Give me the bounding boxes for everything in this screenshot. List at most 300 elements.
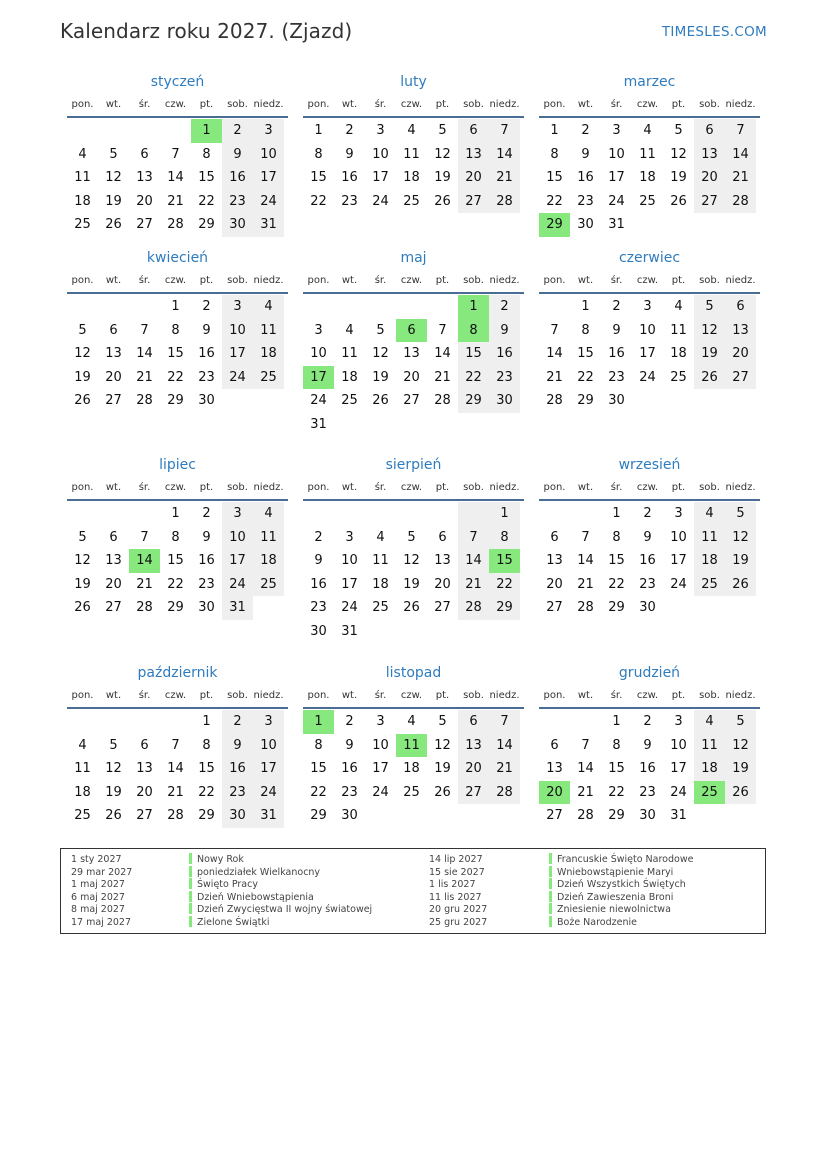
day-cell: 16 — [577, 170, 594, 185]
day-cell: 19 — [670, 170, 687, 185]
month-calendar — [303, 663, 524, 853]
day-cell: 21 — [725, 166, 756, 190]
day-cell: 16 — [639, 761, 656, 776]
weekday-label: śr. — [610, 275, 623, 286]
day-cell: 16 — [222, 757, 253, 781]
day-cell: 6 — [725, 295, 756, 319]
month-name: marzec — [623, 74, 676, 90]
day-cell: 8 — [314, 146, 323, 162]
weekday-label: pt. — [199, 482, 214, 493]
day-cell: 3 — [253, 710, 284, 734]
day-cell: 5 — [694, 295, 725, 319]
day-cell: 20 — [434, 576, 451, 592]
empty-cell — [98, 295, 129, 319]
day-cell: 20 — [105, 576, 122, 592]
day-cell: 11 — [253, 319, 284, 343]
holiday-date: 6 maj 2027 — [71, 891, 125, 903]
day-cell: 22 — [310, 784, 327, 800]
day-cell: 10 — [341, 553, 358, 568]
empty-cell — [396, 620, 427, 644]
empty-cell — [365, 502, 396, 526]
holiday-date: 29 mar 2027 — [71, 866, 133, 878]
day-cell: 5 — [78, 529, 87, 545]
day-cell: 22 — [310, 193, 327, 209]
day-cell: 15 — [198, 170, 215, 185]
weekday-label: niedz. — [253, 690, 284, 701]
day-cell: 29 — [310, 808, 327, 823]
day-cell: 16 — [222, 166, 253, 190]
empty-cell — [489, 413, 520, 437]
month-calendar — [539, 455, 760, 663]
day-cell: 7 — [171, 737, 180, 753]
day-cell: 30 — [608, 393, 625, 408]
weekday-label: sob. — [227, 690, 248, 701]
day-cell: 6 — [140, 146, 149, 162]
day-cell: 23 — [310, 600, 327, 615]
day-cell: 14 — [546, 346, 563, 361]
day-cell: 29 — [608, 808, 625, 823]
day-grid — [539, 709, 760, 828]
weekday-label: sob. — [463, 690, 484, 701]
weekday-label: pt. — [671, 275, 686, 286]
day-cell: 20 — [136, 193, 153, 209]
day-cell: 3 — [345, 529, 354, 545]
day-cell: 27 — [458, 781, 489, 805]
day-cell: 21 — [577, 784, 594, 800]
day-cell: 21 — [136, 576, 153, 592]
day-cell: 22 — [198, 784, 215, 800]
day-cell: 17 — [222, 342, 253, 366]
day-cell: 6 — [458, 119, 489, 143]
day-cell: 21 — [546, 369, 563, 385]
day-grid — [539, 294, 760, 413]
day-cell: 8 — [202, 737, 211, 753]
day-cell: 1 — [314, 123, 323, 138]
day-cell: 8 — [314, 737, 323, 753]
weekday-label: sob. — [699, 99, 720, 110]
day-cell: 18 — [403, 761, 420, 776]
holiday-name: poniedziałek Wielkanocny — [189, 867, 372, 880]
month-name: styczeń — [150, 74, 205, 90]
empty-cell — [632, 389, 663, 413]
holiday-name: Nowy Rok — [189, 854, 372, 867]
day-cell: 13 — [136, 761, 153, 776]
day-cell: 29 — [577, 393, 594, 408]
day-cell: 26 — [105, 808, 122, 823]
day-cell: 30 — [222, 804, 253, 828]
weekday-label: śr. — [374, 482, 387, 493]
day-cell: 5 — [376, 322, 385, 338]
day-cell: 5 — [109, 737, 118, 753]
day-cell: 23 — [222, 781, 253, 805]
day-cell: 27 — [694, 190, 725, 214]
day-cell: 6 — [694, 119, 725, 143]
holiday-date: 1 sty 2027 — [71, 854, 122, 865]
day-cell: 31 — [222, 596, 253, 620]
day-cell: 31 — [341, 623, 358, 639]
day-grid — [303, 709, 524, 828]
page-title: Kalendarz roku 2027. (Zjazd) — [60, 19, 353, 43]
day-cell: 19 — [725, 549, 756, 573]
day-cell: 20 — [458, 166, 489, 190]
weekday-label: pon. — [543, 482, 566, 493]
weekday-label: śr. — [138, 690, 151, 701]
day-cell: 9 — [489, 319, 520, 343]
holiday-name: Zielone Świątki — [189, 917, 372, 930]
empty-cell — [129, 295, 160, 319]
empty-cell — [427, 413, 458, 437]
day-cell: 14 — [136, 346, 153, 361]
empty-cell — [253, 389, 284, 413]
day-cell: 30 — [198, 393, 215, 408]
day-cell: 8 — [581, 322, 590, 338]
day-cell: 15 — [608, 553, 625, 568]
empty-cell — [458, 413, 489, 437]
empty-cell — [67, 295, 98, 319]
empty-cell — [694, 596, 725, 620]
weekday-label: wt. — [577, 482, 594, 493]
day-cell: 29 — [539, 213, 570, 237]
day-cell: 28 — [136, 600, 153, 615]
day-cell: 21 — [489, 757, 520, 781]
day-cell: 23 — [198, 576, 215, 592]
day-cell: 15 — [458, 342, 489, 366]
day-cell: 10 — [670, 529, 687, 545]
day-cell: 9 — [345, 146, 354, 162]
weekday-label: niedz. — [725, 690, 756, 701]
day-cell: 2 — [314, 529, 323, 545]
holiday-name: Dzień Wszystkich Świętych — [549, 879, 693, 892]
day-cell: 24 — [222, 573, 253, 597]
day-cell: 25 — [403, 784, 420, 800]
holiday-name: Dzień Wniebowstąpienia — [189, 892, 372, 905]
legend-left-dates — [71, 854, 132, 930]
holiday-date: 1 lis 2027 — [429, 879, 476, 891]
empty-cell — [694, 213, 725, 237]
weekday-label: czw. — [164, 690, 187, 701]
weekday-label: pt. — [671, 690, 686, 701]
day-cell: 12 — [105, 761, 122, 776]
day-cell: 10 — [222, 526, 253, 550]
day-cell: 27 — [136, 808, 153, 823]
weekday-label: pon. — [307, 275, 330, 286]
weekday-label: niedz. — [725, 275, 756, 286]
empty-cell — [365, 413, 396, 437]
day-cell: 5 — [438, 123, 447, 138]
day-cell: 18 — [694, 549, 725, 573]
empty-cell — [725, 213, 756, 237]
day-cell: 17 — [303, 366, 334, 390]
day-cell: 16 — [341, 170, 358, 185]
month-name: czerwiec — [618, 250, 681, 266]
month-calendar — [539, 663, 760, 853]
weekday-label: pt. — [199, 99, 214, 110]
day-cell: 9 — [202, 322, 211, 338]
day-cell: 20 — [136, 784, 153, 800]
day-grid — [539, 118, 760, 237]
holiday-marker — [189, 903, 192, 914]
day-cell: 19 — [434, 761, 451, 776]
day-cell: 24 — [310, 393, 327, 408]
day-cell: 16 — [198, 346, 215, 361]
day-cell: 23 — [341, 784, 358, 800]
empty-cell — [694, 389, 725, 413]
day-cell: 3 — [674, 506, 683, 521]
day-grid — [67, 118, 288, 237]
month-calendar — [303, 248, 524, 455]
holiday-marker — [549, 916, 552, 927]
day-cell: 30 — [198, 600, 215, 615]
day-cell: 1 — [612, 714, 621, 729]
day-cell: 7 — [581, 529, 590, 545]
day-cell: 19 — [74, 369, 91, 385]
day-cell: 4 — [694, 502, 725, 526]
empty-cell — [98, 119, 129, 143]
day-cell: 25 — [639, 193, 656, 209]
weekday-label: wt. — [105, 99, 122, 110]
day-cell: 10 — [670, 737, 687, 753]
month-name: maj — [400, 250, 427, 266]
day-cell: 2 — [222, 710, 253, 734]
day-cell: 8 — [202, 146, 211, 162]
day-cell: 17 — [222, 549, 253, 573]
day-cell: 18 — [372, 576, 389, 592]
empty-cell — [427, 804, 458, 828]
weekday-label: wt. — [577, 275, 594, 286]
day-cell: 8 — [458, 319, 489, 343]
empty-cell — [663, 213, 694, 237]
day-cell: 7 — [581, 737, 590, 753]
day-cell: 11 — [403, 146, 420, 162]
day-cell: 2 — [345, 123, 354, 138]
day-cell: 9 — [612, 322, 621, 338]
weekday-label: niedz. — [489, 482, 520, 493]
day-cell: 11 — [396, 734, 427, 758]
day-cell: 29 — [458, 389, 489, 413]
day-cell: 2 — [643, 506, 652, 521]
calendar-grid — [67, 72, 760, 853]
day-cell: 20 — [546, 576, 563, 592]
empty-cell — [427, 502, 458, 526]
day-cell: 3 — [376, 123, 385, 138]
weekday-label: sob. — [463, 275, 484, 286]
weekday-label: pon. — [307, 482, 330, 493]
weekday-label: pt. — [199, 275, 214, 286]
site-link[interactable]: TIMESLES.COM — [661, 24, 767, 40]
day-cell: 7 — [489, 710, 520, 734]
weekday-label: niedz. — [725, 482, 756, 493]
day-cell: 13 — [105, 553, 122, 568]
day-cell: 17 — [608, 170, 625, 185]
day-cell: 31 — [253, 804, 284, 828]
day-cell: 8 — [612, 737, 621, 753]
day-cell: 16 — [341, 761, 358, 776]
day-cell: 24 — [253, 781, 284, 805]
day-cell: 2 — [345, 714, 354, 729]
empty-cell — [396, 413, 427, 437]
day-cell: 5 — [109, 146, 118, 162]
day-cell: 1 — [171, 506, 180, 521]
holiday-name: Dzień Zwycięstwa II wojny światowej — [189, 904, 372, 917]
day-cell: 24 — [608, 193, 625, 209]
empty-cell — [458, 804, 489, 828]
day-cell: 11 — [372, 553, 389, 568]
month-calendar — [67, 663, 288, 853]
day-cell: 9 — [222, 143, 253, 167]
month-calendar — [67, 72, 288, 248]
day-cell: 21 — [434, 369, 451, 385]
weekday-label: sob. — [699, 690, 720, 701]
day-cell: 2 — [581, 123, 590, 138]
holiday-marker — [549, 866, 552, 877]
weekday-label: sob. — [463, 482, 484, 493]
empty-cell — [396, 804, 427, 828]
day-cell: 21 — [167, 784, 184, 800]
day-cell: 15 — [489, 549, 520, 573]
day-cell: 14 — [489, 734, 520, 758]
weekday-label: niedz. — [253, 482, 284, 493]
day-grid — [67, 709, 288, 828]
empty-cell — [365, 295, 396, 319]
month-name: listopad — [385, 665, 442, 681]
empty-cell — [694, 804, 725, 828]
month-calendar — [67, 455, 288, 663]
day-cell: 10 — [608, 146, 625, 162]
weekday-label: czw. — [400, 482, 423, 493]
day-cell: 29 — [167, 600, 184, 615]
weekday-label: śr. — [610, 482, 623, 493]
day-cell: 7 — [550, 322, 559, 338]
day-cell: 12 — [694, 319, 725, 343]
weekday-label: sob. — [227, 99, 248, 110]
month-calendar — [303, 72, 524, 248]
day-cell: 13 — [546, 553, 563, 568]
holiday-date: 25 gru 2027 — [429, 916, 488, 928]
empty-cell — [427, 620, 458, 644]
weekday-label: śr. — [610, 99, 623, 110]
day-cell: 31 — [253, 213, 284, 237]
day-cell: 26 — [372, 393, 389, 408]
day-cell: 31 — [670, 808, 687, 823]
day-cell: 10 — [372, 737, 389, 753]
day-cell: 28 — [136, 393, 153, 408]
day-cell: 20 — [539, 781, 570, 805]
day-cell: 18 — [74, 193, 91, 209]
weekday-label: wt. — [105, 482, 122, 493]
weekday-label: czw. — [636, 275, 659, 286]
day-cell: 17 — [670, 761, 687, 776]
day-cell: 3 — [253, 119, 284, 143]
day-cell: 15 — [310, 761, 327, 776]
day-cell: 22 — [608, 784, 625, 800]
day-cell: 25 — [74, 808, 91, 823]
day-cell: 15 — [198, 761, 215, 776]
weekday-label: śr. — [138, 99, 151, 110]
day-cell: 22 — [546, 193, 563, 209]
day-cell: 19 — [694, 342, 725, 366]
day-cell: 27 — [458, 190, 489, 214]
day-cell: 14 — [458, 549, 489, 573]
day-grid — [303, 501, 524, 643]
empty-cell — [458, 620, 489, 644]
day-cell: 2 — [489, 295, 520, 319]
month-calendar — [539, 248, 760, 455]
empty-cell — [253, 596, 284, 620]
day-cell: 24 — [253, 190, 284, 214]
day-cell: 27 — [546, 808, 563, 823]
day-cell: 27 — [546, 600, 563, 615]
day-cell: 28 — [577, 600, 594, 615]
day-cell: 21 — [167, 193, 184, 209]
day-cell: 30 — [639, 808, 656, 823]
day-cell: 15 — [167, 346, 184, 361]
month-name: luty — [400, 74, 427, 90]
day-cell: 29 — [167, 393, 184, 408]
day-cell: 13 — [546, 761, 563, 776]
weekday-label: sob. — [699, 275, 720, 286]
weekday-label: niedz. — [489, 275, 520, 286]
day-cell: 28 — [167, 808, 184, 823]
day-cell: 22 — [577, 369, 594, 385]
day-cell: 17 — [253, 166, 284, 190]
empty-cell — [570, 502, 601, 526]
day-cell: 17 — [670, 553, 687, 568]
day-cell: 9 — [643, 737, 652, 753]
day-cell: 22 — [167, 576, 184, 592]
day-cell: 14 — [577, 761, 594, 776]
day-cell: 25 — [341, 393, 358, 408]
holiday-date: 14 lip 2027 — [429, 854, 483, 865]
day-cell: 3 — [612, 123, 621, 138]
day-cell: 2 — [643, 714, 652, 729]
day-cell: 12 — [725, 734, 756, 758]
day-cell: 4 — [253, 295, 284, 319]
holiday-name: Boże Narodzenie — [549, 917, 693, 930]
day-cell: 18 — [403, 170, 420, 185]
day-cell: 1 — [202, 714, 211, 729]
weekday-header — [303, 479, 524, 501]
day-cell: 6 — [109, 529, 118, 545]
day-cell: 23 — [577, 193, 594, 209]
day-cell: 20 — [725, 342, 756, 366]
weekday-label: wt. — [105, 275, 122, 286]
weekday-label: śr. — [138, 275, 151, 286]
day-cell: 30 — [639, 600, 656, 615]
day-grid — [67, 294, 288, 413]
day-cell: 26 — [105, 217, 122, 232]
day-cell: 6 — [550, 529, 559, 545]
weekday-label: pon. — [307, 690, 330, 701]
empty-cell — [98, 710, 129, 734]
day-cell: 28 — [546, 393, 563, 408]
day-cell: 19 — [434, 170, 451, 185]
day-cell: 30 — [341, 808, 358, 823]
day-cell: 4 — [643, 123, 652, 138]
day-cell: 17 — [639, 346, 656, 361]
day-cell: 25 — [670, 369, 687, 385]
day-cell: 19 — [105, 784, 122, 800]
day-cell: 12 — [434, 737, 451, 753]
weekday-header — [303, 272, 524, 294]
day-cell: 11 — [694, 734, 725, 758]
day-cell: 18 — [639, 170, 656, 185]
day-cell: 1 — [612, 506, 621, 521]
day-grid — [67, 501, 288, 620]
day-cell: 15 — [310, 170, 327, 185]
day-cell: 12 — [434, 146, 451, 162]
weekday-label: pt. — [435, 690, 450, 701]
weekday-header — [539, 479, 760, 501]
